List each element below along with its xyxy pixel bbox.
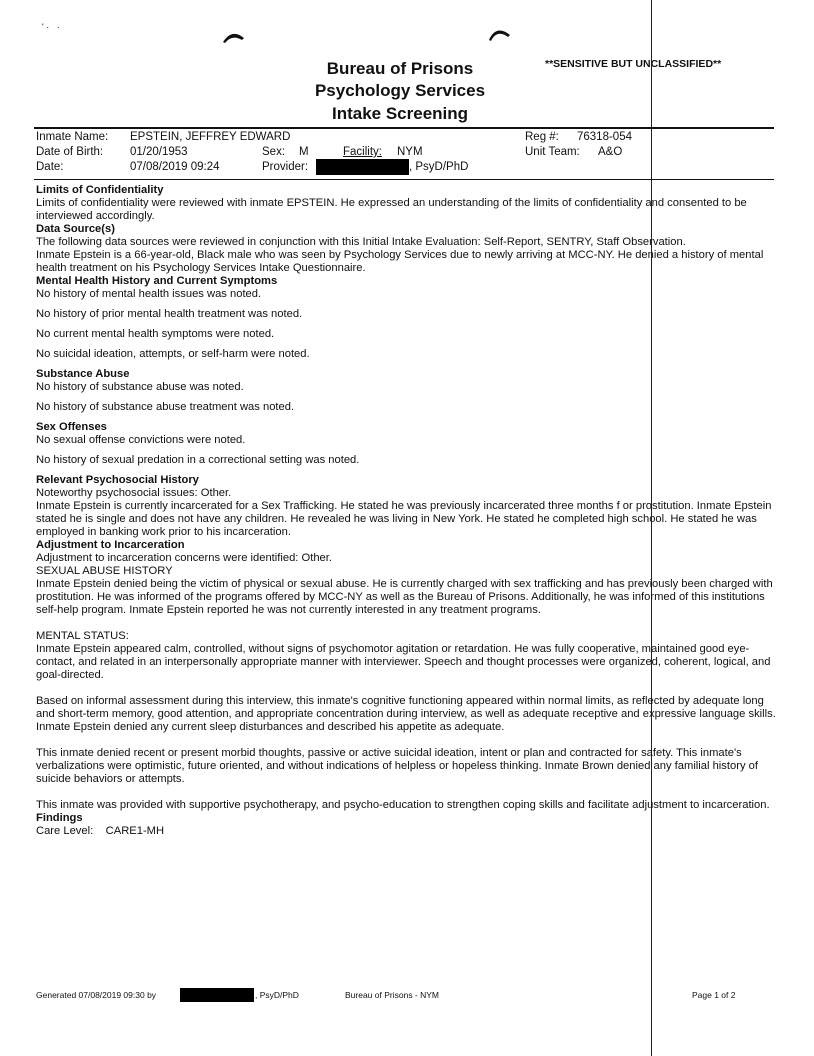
provider-label: Provider: <box>262 161 309 173</box>
paragraph: Inmate Epstein is currently incarcerated for a Sex Trafficking. He stated he was previously incarcerated three months f or prostitution. Inmate Epstein stated he is single and does not have any children. He revealed he was living in New York. He stated he completed high school. He stated he was employed in banking work prior to his incarceration. <box>36 500 772 538</box>
scan-speck-left: ' · · <box>42 22 60 32</box>
paragraph: No history of mental health issues was noted. <box>36 288 262 300</box>
section-title: Limits of Confidentiality <box>36 184 164 196</box>
section-title: Relevant Psychosocial History <box>36 474 199 486</box>
facility-value: NYM <box>397 146 423 158</box>
paragraph: Limits of confidentiality were reviewed with inmate EPSTEIN. He expressed an understanding of the limits of confidentiality and consented to be interviewed accordingly. <box>36 197 747 222</box>
paragraph: No history of sexual predation in a correctional setting was noted. <box>36 454 360 466</box>
paragraph: No sexual offense convictions were noted. <box>36 434 246 446</box>
provider-redaction <box>316 159 409 175</box>
title-line-1: Bureau of Prisons <box>326 59 474 78</box>
binder-hole-mark-right <box>488 26 512 42</box>
facility-label: Facility: <box>343 146 382 158</box>
classification-label: **SENSITIVE BUT UNCLASSIFIED** <box>545 58 722 70</box>
footer-page: Page 1 of 2 <box>692 990 736 1000</box>
paragraph: Inmate Epstein is a 66-year-old, Black male who was seen by Psychology Services due to newly arriving at MCC-NY. He denied a history of mental health treatment on his Psychology Services Intake Questionnaire. <box>36 249 764 274</box>
title-line-3: Intake Screening <box>331 104 469 123</box>
paragraph: Noteworthy psychosocial issues: Other. <box>36 487 232 499</box>
dob-value: 01/20/1953 <box>130 146 188 158</box>
footer-location: Bureau of Prisons - NYM <box>345 990 440 1000</box>
subheading: SEXUAL ABUSE HISTORY <box>36 565 173 577</box>
paragraph: Inmate Epstein denied being the victim of physical or sexual abuse. He is currently charged with sex trafficking and has previously been charged with prostitution. He was informed of the programs offered by MCC-NY as well as the Bureau of Prisons. Additionally, he was informed of this institutions self-help program. Inmate Epstein reported he was not currently interested in any treatment programs. <box>36 578 773 616</box>
reg-label: Reg #: <box>525 131 559 143</box>
paragraph: The following data sources were reviewed in conjunction with this Initial Intake Evaluation: Self-Report, SENTRY, Staff Observation. <box>36 236 686 248</box>
dob-label: Date of Birth: <box>36 146 104 158</box>
reg-value: 76318-054 <box>577 131 632 143</box>
section-title: Findings <box>36 812 83 824</box>
binder-hole-mark-left <box>222 30 246 44</box>
paragraph: No current mental health symptoms were noted. <box>36 328 275 340</box>
section-title: Data Source(s) <box>36 223 115 235</box>
title-line-2: Psychology Services <box>314 81 486 100</box>
inmate-name-label: Inmate Name: <box>36 131 109 143</box>
sex-label: Sex: <box>262 146 286 158</box>
report-body <box>36 184 776 838</box>
inmate-name: EPSTEIN, JEFFREY EDWARD <box>130 131 291 143</box>
care-level-row <box>36 825 776 838</box>
footer-generated: Generated 07/08/2019 09:30 by <box>36 990 157 1000</box>
info-rule <box>34 179 774 180</box>
section-title: Mental Health History and Current Symptoms <box>36 275 278 287</box>
paragraph: No suicidal ideation, attempts, or self-harm were noted. <box>36 348 310 360</box>
care-level-label: Care Level: <box>36 825 94 837</box>
provider-suffix: , PsyD/PhD <box>409 161 469 173</box>
sex-value: M <box>299 146 309 158</box>
care-level-value: CARE1-MH <box>105 825 165 837</box>
paragraph: Adjustment to incarceration concerns were identified: Other. <box>36 552 332 564</box>
section-title: Sex Offenses <box>36 421 107 433</box>
date-label: Date: <box>36 161 64 173</box>
paragraph: No history of substance abuse treatment was noted. <box>36 401 295 413</box>
paragraph: This inmate was provided with supportive psychotherapy, and psycho-education to strengthen coping skills and facilitate adjustment to incarceration. <box>36 799 770 811</box>
paragraph: This inmate denied recent or present morbid thoughts, passive or active suicidal ideation, intent or plan and contracted for safety. This inmate's verbalizations were optimistic, future oriented, and without indications of helpless or hopeless thinking. Inmate Brown denied any familial history of suicide behaviors or attempts. <box>36 747 758 785</box>
paragraph: No history of substance abuse was noted. <box>36 381 244 393</box>
footer-redaction <box>180 988 254 1002</box>
unit-team-label: Unit Team: <box>525 146 580 158</box>
section-title: Substance Abuse <box>36 368 130 380</box>
paragraph: Based on informal assessment during this interview, this inmate's cognitive functioning appeared within normal limits, as reflected by adequate long and short-term memory, good attention, and appropriate concentration during interview, as well as adequate receptive and expressive language skills. Inmate Epstein denied any current sleep disturbances and described his appetite as adequate. <box>36 695 776 733</box>
paragraph: No history of prior mental health treatment was noted. <box>36 308 303 320</box>
subheading: MENTAL STATUS: <box>36 630 129 642</box>
footer-generated-suffix: , PsyD/PhD <box>255 990 299 1000</box>
date-value: 07/08/2019 09:24 <box>130 161 220 173</box>
section-title: Adjustment to Incarceration <box>36 539 185 551</box>
unit-team-value: A&O <box>598 146 623 158</box>
paragraph: Inmate Epstein appeared calm, controlled, without signs of psychomotor agitation or retardation. He was fully cooperative, maintained good eye-contact, and related in an interpersonally appropriate manner with interviewer. Speech and thought processes were organized, coherent, logical, and goal-directed. <box>36 643 771 681</box>
header-rule <box>34 127 774 129</box>
